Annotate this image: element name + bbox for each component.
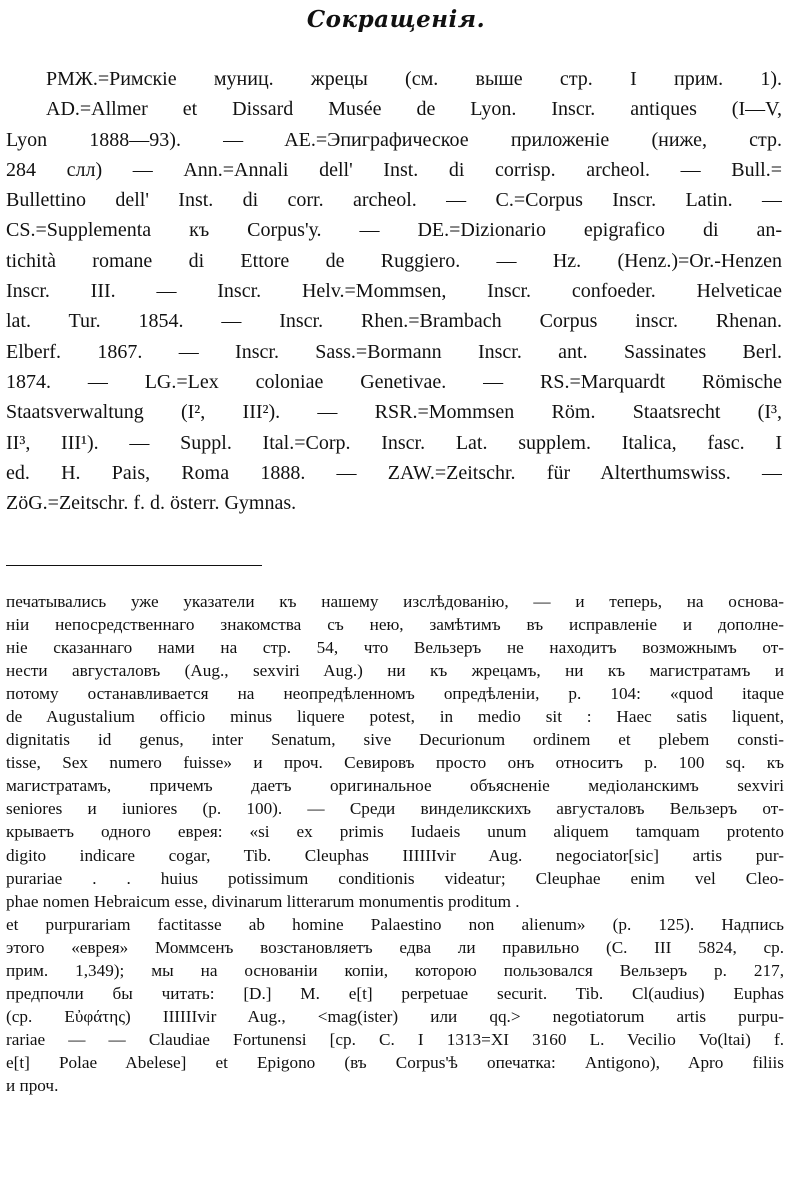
abbreviation-line: Staatsverwaltung (I², III²). — RSR.=Mommsen Röm. Staatsrecht (I³,: [6, 401, 782, 424]
page-title: Сокращенія.: [306, 6, 486, 33]
footnote-line: tisse, Sex numero fuisse» и проч. Севировъ просто онъ относитъ p. 100 sq. къ: [6, 753, 784, 773]
abbreviation-line: CS.=Supplementa къ Corpus'у. — DE.=Dizionario epigrafico di an-: [6, 219, 782, 242]
abbreviation-line: РМЖ.=Римскіе муниц. жрецы (см. выше стр. I прим. 1).: [46, 68, 782, 90]
footnote-line: крываетъ одного еврея: «si ex primis Iudaeis unum aliquem tamquam protento: [6, 822, 784, 842]
footnote-line: и проч.: [6, 1075, 59, 1095]
abbreviation-line: II³, III¹). — Suppl. Ital.=Corp. Inscr. Lat. supplem. Italica, fasc. I: [6, 431, 782, 454]
abbreviation-line: Elberf. 1867. — Inscr. Sass.=Bormann Inscr. ant. Sassinates Berl.: [6, 340, 782, 363]
footnote-line: rariae — — Claudiae Fortunensi [ср. C. I 1313=XI 3160 L. Vecilio Vo(ltai) f.: [6, 1029, 784, 1049]
abbreviation-line: Inscr. III. — Inscr. Helv.=Mommsen, Inscr. confoeder. Helveticae: [6, 280, 782, 303]
footnote-line: предпочли бы читать: [D.] M. e[t] perpetuae securit. Tib. Cl(audius) Euphas: [6, 983, 784, 1003]
footnote-line: e[t] Polae Abelese] et Epigono (въ Corpus'ѣ опечатка: Antigono), Apro filiis: [6, 1052, 784, 1072]
footnote-line: прим. 1,349); мы на основаніи копіи, которою пользовался Вельзеръ p. 217,: [6, 960, 784, 980]
abbreviation-line: ZöG.=Zeitschr. f. d. österr. Gymnas.: [6, 492, 297, 515]
footnote-line: нести августаловъ (Aug., sexviri Aug.) ни къ жрецамъ, ни къ магистратамъ и: [6, 661, 784, 681]
footnote-line: de Augustalium officio minus liquere potest, in medio sit : Haec satis liquent,: [6, 707, 784, 727]
abbreviation-line: 284 слл) — Ann.=Annali dell' Inst. di corrisp. archeol. — Bull.=: [6, 158, 782, 181]
footnote-line: этого «еврея» Моммсенъ возстановляетъ едва ли правильно (C. III 5824, ср.: [6, 937, 784, 957]
footnote-line: dignitatis id genus, inter Senatum, sive Decurionum ordinem et plebem consti-: [6, 730, 784, 750]
abbreviation-line: AD.=Allmer et Dissard Musée de Lyon. Inscr. antiques (I—V,: [46, 98, 782, 121]
abbreviation-line: lat. Tur. 1854. — Inscr. Rhen.=Brambach Corpus inscr. Rhenan.: [6, 310, 782, 333]
abbreviation-line: ed. H. Pais, Roma 1888. — ZAW.=Zeitschr. für Alterthumswiss. —: [6, 461, 782, 484]
footnote-line: digito indicare cogar, Tib. Cleuphas IIIIIIvir Aug. negociator[sic] artis pur-: [6, 845, 784, 865]
footnote-line: ніе сказаннаго нами на стр. 54, что Вельзеръ не находитъ возможнымъ от-: [6, 638, 784, 658]
footnote-line: (ср. Εὐφάτης) IIIIIIvir Aug., <mag(ister) или qq.> negotiatorum artis purpu-: [6, 1006, 784, 1026]
abbreviation-line: 1874. — LG.=Lex coloniae Genetivae. — RS.=Marquardt Römische: [6, 370, 782, 393]
footnote-line: ніи непосредственнаго знакомства съ нею, замѣтимъ въ исправленіе и дополне-: [6, 615, 784, 635]
footnote-line: потому останавливается на неопредѣленномъ опредѣленіи, p. 104: «quod itaque: [6, 684, 784, 704]
abbreviations-list: [6, 64, 782, 518]
footnote-line: phae nomen Hebraicum esse, divinarum litterarum monumentis proditum .: [6, 891, 520, 911]
footnote-divider: [6, 565, 262, 566]
footnote-line: печатывались уже указатели къ нашему изслѣдованію, — и теперь, на основа-: [6, 592, 784, 611]
footnote-line: purariae . . huius potissimum conditionis videatur; Cleuphae enim vel Cleo-: [6, 868, 784, 888]
footnote-line: et purpurariam factitasse ab homine Palaestino non alienum» (p. 125). Надпись: [6, 914, 784, 934]
footnote-line: магистратамъ, причемъ даетъ оригинальное объясненіе медіоланскимъ sexviri: [6, 776, 784, 796]
abbreviation-line: Bullettino dell' Inst. di corr. archeol. — C.=Corpus Inscr. Latin. —: [6, 189, 782, 212]
abbreviation-line: tichità romane di Ettore de Ruggiero. — Hz. (Henz.)=Or.-Henzen: [6, 249, 782, 272]
footnote-line: seniores и iuniores (p. 100). — Среди винделикскихъ августаловъ Вельзеръ от-: [6, 799, 784, 819]
footnote-text: [6, 590, 784, 1097]
abbreviation-line: Lyon 1888—93). — AE.=Эпиграфическое приложеніе (ниже, стр.: [6, 128, 782, 151]
